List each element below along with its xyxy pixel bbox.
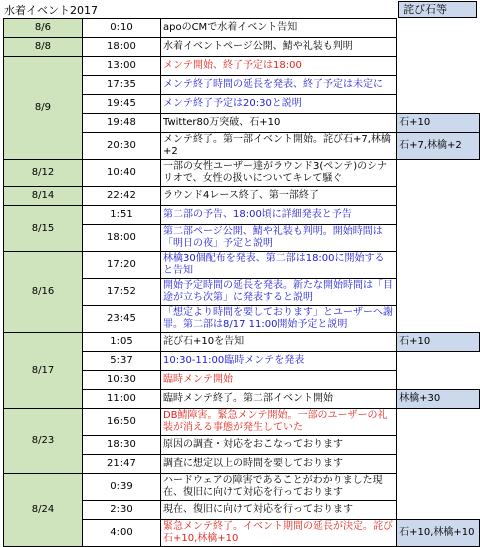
event-cell: ラウンド4レース終了、第一部終了 bbox=[160, 187, 396, 206]
event-cell: apoのCMで水着イベント告知 bbox=[160, 19, 396, 38]
date-cell: 8/12 bbox=[4, 160, 83, 187]
compensation-cell bbox=[397, 19, 480, 38]
date-cell: 8/23 bbox=[4, 409, 83, 474]
table-row bbox=[4, 252, 480, 279]
event-cell: 詫び石+10を告知 bbox=[160, 333, 396, 352]
time-cell: 5:37 bbox=[82, 352, 160, 371]
compensation-cell bbox=[397, 160, 480, 187]
event-cell: 緊急メンテ終了。イベント期間の延長が決定。詫び石+10,林檎+10 bbox=[160, 520, 396, 547]
time-cell: 19:48 bbox=[82, 114, 160, 133]
compensation-cell bbox=[397, 352, 480, 371]
time-cell: 18:00 bbox=[82, 38, 160, 57]
compensation-cell bbox=[397, 76, 480, 95]
time-cell: 2:30 bbox=[82, 501, 160, 520]
event-cell: 第二部ページ公開、鯖や礼装も判明。開始時間は「明日の夜」予定と説明 bbox=[160, 225, 396, 252]
table-row bbox=[4, 38, 480, 57]
compensation-cell bbox=[397, 57, 480, 76]
time-cell: 4:00 bbox=[82, 520, 160, 547]
compensation-cell bbox=[397, 436, 480, 455]
date-cell: 8/6 bbox=[4, 19, 83, 38]
time-cell: 0:10 bbox=[82, 19, 160, 38]
date-cell: 8/9 bbox=[4, 57, 83, 160]
compensation-cell bbox=[397, 225, 480, 252]
compensation-cell bbox=[397, 455, 480, 474]
compensation-cell bbox=[397, 409, 480, 436]
compensation-cell: 石+7,林檎+2 bbox=[397, 133, 480, 160]
time-cell: 17:35 bbox=[82, 76, 160, 95]
event-cell: 第二部の予告、18:00頃に詳細発表と予告 bbox=[160, 206, 396, 225]
compensation-cell bbox=[397, 95, 480, 114]
table-row bbox=[4, 333, 480, 352]
compensation-cell bbox=[397, 279, 480, 306]
table-row bbox=[4, 187, 480, 206]
table-row bbox=[4, 19, 480, 38]
compensation-cell bbox=[397, 187, 480, 206]
event-cell: Twitter80万突破、石+10 bbox=[160, 114, 396, 133]
event-cell: 10:30-11:00臨時メンテを発表 bbox=[160, 352, 396, 371]
compensation-cell: 石+10 bbox=[397, 333, 480, 352]
event-cell: 原因の調査・対応をおこなっております bbox=[160, 436, 396, 455]
compensation-cell bbox=[397, 38, 480, 57]
time-cell: 16:50 bbox=[82, 409, 160, 436]
time-cell: 10:30 bbox=[82, 371, 160, 390]
compensation-cell: 林檎+30 bbox=[397, 390, 480, 409]
compensation-cell bbox=[397, 371, 480, 390]
date-cell: 8/16 bbox=[4, 252, 83, 333]
table-row bbox=[4, 474, 480, 501]
event-cell: 林檎30個配布を発表、第二部は18:00に開始すると告知 bbox=[160, 252, 396, 279]
table-row bbox=[4, 206, 480, 225]
event-cell: 臨時メンテ終了。第二部イベント開始 bbox=[160, 390, 396, 409]
page-title: 水着イベント2017 bbox=[4, 4, 98, 17]
event-cell: DB鯖障害。緊急メンテ開始。一部のユーザーの礼装が消える事態が発生していた bbox=[160, 409, 396, 436]
event-cell: 「想定より時間を要しております」とユーザーへ謝罪。第二部は8/17 11:00開始予定と説明 bbox=[160, 306, 396, 333]
table-row bbox=[4, 409, 480, 436]
time-cell: 1:51 bbox=[82, 206, 160, 225]
compensation-cell bbox=[397, 306, 480, 333]
event-cell: 水着イベントページ公開、鯖や礼装も判明 bbox=[160, 38, 396, 57]
event-cell: メンテ開始、終了予定は18:00 bbox=[160, 57, 396, 76]
date-cell: 8/8 bbox=[4, 38, 83, 57]
time-cell: 21:47 bbox=[82, 455, 160, 474]
time-cell: 22:42 bbox=[82, 187, 160, 206]
compensation-cell: 石+10 bbox=[397, 114, 480, 133]
time-cell: 17:52 bbox=[82, 279, 160, 306]
compensation-cell: 石+10,林檎+10 bbox=[397, 520, 480, 547]
date-cell: 8/14 bbox=[4, 187, 83, 206]
event-cell: 臨時メンテ開始 bbox=[160, 371, 396, 390]
compensation-cell bbox=[397, 474, 480, 501]
time-cell: 19:45 bbox=[82, 95, 160, 114]
time-cell: 17:20 bbox=[82, 252, 160, 279]
event-cell: メンテ終了。第一部イベント開始。詫び石+7,林檎+2 bbox=[160, 133, 396, 160]
time-cell: 13:00 bbox=[82, 57, 160, 76]
timeline-table bbox=[3, 18, 480, 547]
date-cell: 8/24 bbox=[4, 474, 83, 547]
table-row bbox=[4, 57, 480, 76]
time-cell: 0:39 bbox=[82, 474, 160, 501]
extra-column-header: 詫び石等 bbox=[398, 1, 477, 18]
compensation-cell bbox=[397, 252, 480, 279]
time-cell: 10:40 bbox=[82, 160, 160, 187]
event-cell: 現在、復旧に向けて対応を行っております bbox=[160, 501, 396, 520]
time-cell: 23:45 bbox=[82, 306, 160, 333]
time-cell: 18:00 bbox=[82, 225, 160, 252]
event-cell: 開始予定時間の延長を発表。新たな開始時間は「目途が立ち次第」に発表すると説明 bbox=[160, 279, 396, 306]
compensation-cell bbox=[397, 206, 480, 225]
event-cell: 調査に想定以上の時間を要しております bbox=[160, 455, 396, 474]
event-cell: 一部の女性ユーザー達がラウンド3(ペンテ)のシナリオで、女性の扱いについてキレて騒ぐ bbox=[160, 160, 396, 187]
date-cell: 8/17 bbox=[4, 333, 83, 409]
time-cell: 1:05 bbox=[82, 333, 160, 352]
time-cell: 20:30 bbox=[82, 133, 160, 160]
event-cell: ハードウェアの障害であることがわかりました現在、復旧に向けて対応を行っております bbox=[160, 474, 396, 501]
compensation-cell bbox=[397, 501, 480, 520]
event-cell: メンテ終了時間の延長を発表、終了予定は未定に bbox=[160, 76, 396, 95]
event-cell: メンテ終了予定は20:30と説明 bbox=[160, 95, 396, 114]
date-cell: 8/15 bbox=[4, 206, 83, 252]
table-row bbox=[4, 160, 480, 187]
time-cell: 18:30 bbox=[82, 436, 160, 455]
time-cell: 11:00 bbox=[82, 390, 160, 409]
